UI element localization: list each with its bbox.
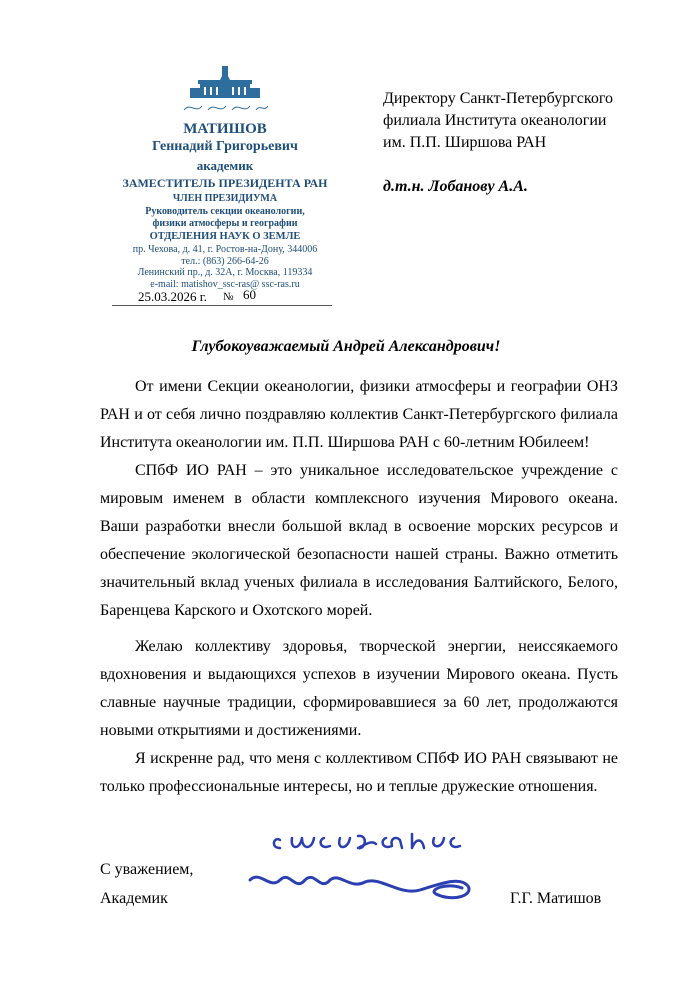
section-line-1: Руководитель секции океанологии, [145,206,305,217]
email: e-mail: matishov_ssc-ras@ ssc-ras.ru [150,278,300,290]
letter-body [100,373,618,801]
academy-building-logo [170,64,280,116]
letterhead-title: академик [196,158,254,173]
address-moscow: Ленинский пр., д. 32А, г. Москва, 119334 [137,267,313,278]
greeting: Глубокоуважаемый Андрей Александрович! [191,338,501,355]
letterhead-name: Геннадий Григорьевич [152,139,298,154]
addressee-line-3: им. П.П. Ширшова РАН [383,134,547,151]
letterhead-member: ЧЛЕН ПРЕЗИДИУМА [172,193,278,204]
letterhead-surname: МАТИШОВ [183,121,267,137]
letterhead-section [95,206,355,230]
letterhead-position: ЗАМЕСТИТЕЛЬ ПРЕЗИДЕНТА РАН [122,176,328,190]
letter-date: 25.03.2026 г. [138,289,207,304]
handwritten-signature [240,810,500,905]
addressee [383,88,613,198]
number-label: № [223,291,234,303]
registration-line [112,287,332,306]
closing-regards: С уважением, [100,861,194,878]
paragraph: СПбФ ИО РАН – это уникальное исследовательское учреждение с мировым именем в области комплексного изучения Мирового океана. Ваши разработки внесли большой вклад в освоение морских ресурсов и обеспечение экологической безопасности нашей страны. Важно отметить значительный вклад ученых филиала в исследования Балтийского, Белого, Баренцева Карского и Охотского морей. [100,462,618,619]
signer-name: Г.Г. Матишов [510,890,602,907]
letter-number: 60 [243,287,256,302]
paragraph: От имени Секции океанологии, физики атмосферы и географии ОНЗ РАН и от себя лично поздравляю коллектив Санкт-Петербургского филиала Института океанологии им. П.П. Ширшова РАН с 60-летним Юбилеем! [100,378,618,451]
paragraph: Я искренне рад, что меня с коллективом СПбФ ИО РАН связывают не только профессиональные интересы, но и теплые дружеские отношения. [100,750,618,795]
addressee-name: д.т.н. Лобанову А.А. [383,178,528,195]
letterhead-department: ОТДЕЛЕНИЯ НАУК О ЗЕМЛЕ [149,231,301,242]
addressee-line-2: филиала Института океанологии [383,112,607,129]
letterhead-contacts [95,244,355,290]
closing-rank: Академик [100,890,168,907]
section-line-2: физики атмосферы и географии [152,218,298,229]
paragraph: Желаю коллективу здоровья, творческой энергии, неиссякаемого вдохновения и выдающихся успехов в изучении Мирового океана. Пусть славные научные традиции, сформировавшиеся за 60 лет, продолжаются новыми открытиями и достижениями. [100,638,618,739]
address-rostov: пр. Чехова, д. 41, г. Ростов-на-Дону, 344006 [132,244,318,255]
phone: тел.: (863) 266-64-26 [181,255,269,267]
addressee-line-1: Директору Санкт-Петербургского [383,90,613,107]
